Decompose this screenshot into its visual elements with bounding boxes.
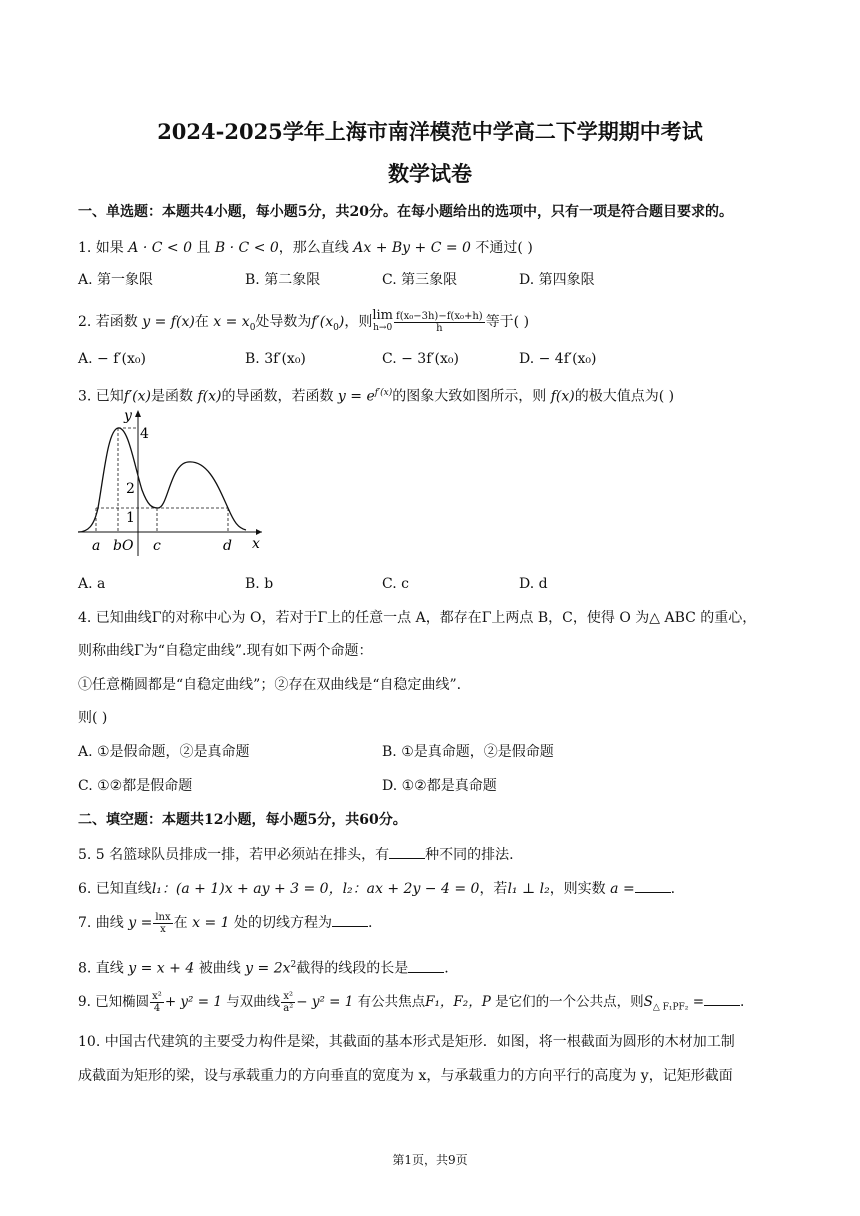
- q2-limit: lim h→0: [372, 308, 393, 333]
- q3-option-b[interactable]: B. b: [245, 576, 274, 592]
- q8-text: 8. 直线: [78, 960, 129, 977]
- q5-text: 5. 5 名篮球队员排成一排，若甲必须站在排头，有: [78, 847, 390, 863]
- q2-text-mid3: ，则: [344, 314, 373, 330]
- tick-c: c: [153, 538, 161, 554]
- q3-function-2: f(x): [550, 388, 575, 405]
- q2-option-b[interactable]: B. 3f′(x₀): [245, 351, 306, 367]
- q3-option-c[interactable]: C. c: [382, 576, 409, 592]
- q2-option-a[interactable]: A. − f′(x₀): [78, 351, 146, 367]
- question-5: [78, 844, 514, 865]
- q3-option-a[interactable]: A. a: [78, 576, 106, 592]
- q3-text: 3. 已知: [78, 388, 124, 405]
- q1-option-d[interactable]: D. 第四象限: [519, 272, 595, 288]
- q7-text-mid: 在: [173, 915, 193, 931]
- q1-condition-1: A · C < 0: [128, 240, 192, 256]
- q3-graph: [76, 404, 266, 560]
- q1-text-end: 不通过( ): [470, 240, 533, 256]
- q1-option-a[interactable]: A. 第一象限: [78, 272, 154, 288]
- q5-answer-blank[interactable]: [389, 844, 425, 859]
- q2-derivative: f′(x: [311, 314, 334, 330]
- q2-function: y = f(x): [142, 314, 195, 330]
- q3-option-d[interactable]: D. d: [519, 576, 548, 592]
- q2-text-end: 等于( ): [485, 314, 530, 330]
- tick-d: d: [223, 538, 232, 554]
- q2-option-d[interactable]: D. − 4f′(x₀): [519, 351, 597, 367]
- q1-line-equation: Ax + By + C = 0: [353, 240, 471, 256]
- q7-fraction: $\frac{\ln x}{x}$: [155, 911, 171, 935]
- q7-point: x = 1: [192, 915, 230, 931]
- q1-text-mid: 且: [191, 240, 215, 256]
- q1-option-c[interactable]: C. 第三象限: [382, 272, 458, 288]
- q4-option-a[interactable]: A. ①是假命题，②是真命题: [78, 744, 250, 760]
- q9-hyperbola: − y² = 1: [296, 994, 354, 1010]
- exam-subtitle: 数学试卷: [388, 161, 472, 186]
- curve: [78, 428, 246, 532]
- question-4-line-2: 则称曲线Γ为“自稳定曲线”.现有如下两个命题：: [78, 643, 373, 659]
- q9-text-mid2: 有公共焦点: [353, 994, 426, 1010]
- exam-title: 2024-2025学年上海市南洋模范中学高二下学期期中考试: [157, 119, 703, 144]
- q2-text-mid2: 处导数为: [255, 314, 312, 330]
- q8-curve: y = 2x: [245, 960, 291, 977]
- q7-y: y =: [128, 915, 153, 931]
- section-1-heading: 一、单选题：本题共4小题，每小题5分，共20分。在每小题给出的选项中，只有一项是符合题目要求的。: [78, 204, 733, 220]
- tick-4: 4: [140, 426, 149, 442]
- tick-a: a: [92, 538, 101, 554]
- q9-foci: F₁，F₂，P: [425, 994, 491, 1010]
- q4-option-c[interactable]: C. ①②都是假命题: [78, 778, 193, 794]
- question-4-line-1: 4. 已知曲线Γ的对称中心为 O，若对于Γ上的任意一点 A，都存在Γ上两点 B，C，使得 O 为△ ABC 的重心，: [78, 610, 757, 626]
- q2-denominator: h: [436, 322, 443, 334]
- question-6: [78, 878, 675, 899]
- q1-option-b[interactable]: B. 第二象限: [245, 272, 321, 288]
- q7-text-post: 处的切线方程为: [229, 915, 332, 931]
- q6-perpendicular: l₁ ⊥ l₂: [507, 881, 550, 897]
- q2-text-mid: 在: [194, 314, 214, 330]
- q2-numerator: f(x₀−3h)−f(x₀+h): [396, 310, 483, 322]
- q9-text: 9. 已知椭圆: [78, 994, 150, 1010]
- q1-text-mid2: ，那么直线: [278, 240, 354, 256]
- question-4-line-3: ①任意椭圆都是“自稳定曲线”；②存在双曲线是“自稳定曲线”.: [78, 677, 462, 693]
- question-10-line-1: 10. 中国古代建筑的主要受力构件是梁，其截面的基本形式是矩形．如图，将一根截面为圆形的木材加工制: [78, 1034, 735, 1050]
- question-10-line-2: 成截面为矩形的梁，设与承载重力的方向垂直的宽度为 x，与承载重力的方向平行的高度为 y，记矩形截面: [78, 1068, 733, 1084]
- tick-bO: bO: [113, 538, 134, 554]
- q2-point: x = x: [213, 314, 250, 330]
- q7-answer-blank[interactable]: [332, 912, 368, 927]
- q3-text-mid: 是函数: [151, 388, 198, 405]
- question-7: 7. 曲线 y = $\frac{\ln x}{x}$ 在 x = 1 处的切线方程为 .: [78, 911, 373, 935]
- q3-exp-function: y = e: [337, 388, 375, 405]
- q4-option-b[interactable]: B. ①是真命题，②是假命题: [382, 744, 554, 760]
- q8-text-mid: 被曲线: [194, 960, 246, 977]
- q5-text-end: 种不同的排法.: [425, 847, 514, 863]
- q9-text-mid: 与双曲线: [221, 994, 281, 1010]
- q4-option-d[interactable]: D. ①②都是真命题: [382, 778, 497, 794]
- q1-text: 1. 如果: [78, 240, 129, 256]
- q3-exponent: f′(x): [374, 388, 393, 398]
- q3-function: f(x): [197, 388, 222, 405]
- x-axis-arrow: [256, 529, 262, 535]
- x-axis-label: x: [252, 536, 260, 552]
- page-footer: 第1页，共9页: [392, 1153, 468, 1167]
- q3-text-end: 的极大值点为( ): [574, 388, 675, 405]
- q9-text-mid3: 是它们的一个公共点，则: [490, 994, 644, 1010]
- q9-ellipse-fraction: $\frac{\text{x²}}{4}$: [152, 991, 162, 1014]
- q6-variable: a =: [610, 881, 635, 897]
- q6-text-mid: ，若: [479, 881, 508, 897]
- q3-text-mid3: 的图象大致如图所示，则: [392, 388, 551, 405]
- y-axis-label: y: [124, 408, 132, 424]
- q3-derivative: f′(x): [123, 388, 151, 405]
- q8-text-post: 截得的线段的长是: [296, 960, 409, 977]
- question-1: [78, 238, 533, 258]
- question-8: 8. 直线 y = x + 4 被曲线 $y = 2x^2$截得的线段的长是 .: [78, 955, 449, 979]
- q6-text-mid2: ，则实数: [549, 881, 611, 897]
- q6-lines: l₁：(a + 1)x + ay + 3 = 0，l₂：ax + 2y − 4 = 0: [151, 881, 480, 897]
- q6-text: 6. 已知直线: [78, 881, 152, 897]
- question-4-line-4: 则( ): [78, 710, 108, 726]
- question-9: 9. 已知椭圆 $\frac{\text{x²}}{4}$ + y² = 1 与双曲线 $\frac{\text{x²}}{\text{a²}}$ − y² = 1 有公共焦点F₁，F₂，P 是它们的一个公共点，则$S_{\triangle F_1PF_2}$ = .: [78, 991, 745, 1014]
- q9-ellipse: + y² = 1: [164, 994, 222, 1010]
- section-2-heading: 二、填空题：本题共12小题，每小题5分，共60分。: [78, 812, 407, 828]
- q9-hyperbola-fraction: $\frac{\text{x²}}{\text{a²}}$: [283, 991, 294, 1014]
- q2-option-c[interactable]: C. − 3f′(x₀): [382, 351, 459, 367]
- q8-answer-blank[interactable]: [408, 958, 444, 973]
- q2-text: 2. 若函数: [78, 314, 143, 330]
- q9-answer-blank[interactable]: [704, 991, 740, 1006]
- q6-text-end: .: [670, 881, 676, 897]
- y-axis-arrow: [135, 410, 141, 417]
- q6-answer-blank[interactable]: [635, 878, 671, 893]
- q1-condition-2: B · C < 0: [214, 240, 279, 256]
- q2-fraction: [394, 311, 485, 334]
- tick-2: 2: [126, 481, 135, 497]
- q7-text: 7. 曲线: [78, 915, 129, 931]
- q8-line: y = x + 4: [128, 960, 195, 977]
- tick-1: 1: [126, 510, 135, 526]
- q9-area: S: [643, 994, 653, 1010]
- question-2: 2. 若函数 y = f(x)在 $x = x_0$处导数为$f'(x_0)$，则lim h→0 $\frac{\text{f(x₀−3h)−f(x₀+h)}}{h}$ 等于( ): [78, 308, 530, 334]
- q3-text-mid2: 的导函数，若函数: [221, 388, 338, 405]
